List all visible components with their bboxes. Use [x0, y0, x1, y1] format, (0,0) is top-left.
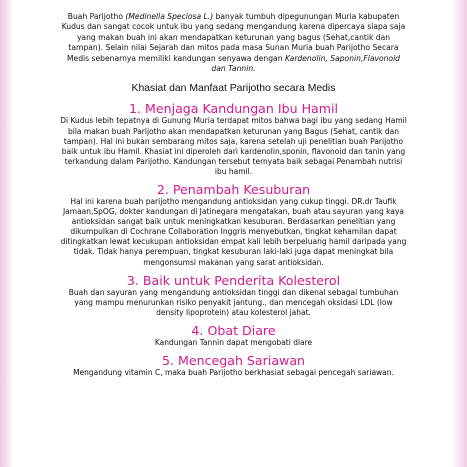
heading-penambah-kesuburan: 2. Penambah Kesuburan	[156, 182, 311, 197]
body-mencegah-sariawan: Mengandung vitamin C, maka buah Parijotho berkhasiat sebagai pencegah sariawan.	[73, 368, 394, 378]
body-obat-diare: Kandungan Tannin dapat mengobati diare	[154, 337, 313, 347]
heading-obat-diare: 4. Obat Diare	[191, 322, 276, 338]
body-penambah-kesuburan: Hal ini karena buah parijotho mengandung antioksidan yang cukup tinggi. DR.dr Taufik Jamaan,SpOG, dokter kandungan di Jatinegara mengatakan, buah atau sayuran yang kaya antioksidan sangat baik untuk meningkatkan kesuburan. Berdasarkan penelitian yang dikumpulkan di Cochrane Collaboration Inggris menyebutkan, tingkat kehamilan dapat ditingkatkan lewat kecukupan antioksidan empat kali lebih berpeluang hamil daripada yang tidak. Tidak hanya perempuan, tingkat kesuburan laki-laki juga dapat meningkat bila mengonsumsi makanan yang sarat antioksidan.	[60, 197, 407, 267]
article-content	[60, 12, 407, 378]
body-menjaga-kandungan: Di Kudus lebih tepatnya di Gunung Muria terdapat mitos bahwa bagi ibu yang sedang Hamil bila makan buah Parijotho akan mendapatkan keturunan yang Bagus (Sehat, cantik dan tampan). Hal ini bukan sembarang mitos saja, karena setelah uji penelitian buah Parijotho baik untuk ibu Hamil. Khasiat ini diperoleh dari kardenolin,sponin, flavonoid dan tanin yang terkandung dalam Parijotho. Kandungan tersebut ternyata baik sebagai Penambah nutrisi ibu hamil.	[60, 116, 407, 176]
heading-menjaga-kandungan: 1. Menjaga Kandungan Ibu Hamil	[128, 101, 339, 117]
heading-kolesterol: 3. Baik untuk Penderita Kolesterol	[126, 272, 341, 288]
right-pink-border	[451, 0, 467, 467]
species-name: (Medinella Speciosa L.)	[125, 12, 214, 21]
intro-text-start: Buah Parijotho	[67, 12, 126, 21]
intro-text-middle: banyak tumbuh dipegunungan Muria kabupaten Kudus dan sangat cocok untuk ibu yang sedang mengandung karena dipercaya siapa saja yang makan buah ini akan mendapatkan keturunan yang bagus (Sehat,cantik dan tampan). Selain nilai Sejarah dan mitos pada masa Sunan Muria buah Parijotho Secara Medis sebenarnya memiliki kandungan senyawa dengan	[61, 12, 406, 63]
khasiat-title: Khasiat dan Manfaat Parijotho secara Medis	[131, 83, 336, 95]
compounds-list: Kardenolin, Saponin,Flavonoid dan Tannin.	[211, 53, 400, 74]
intro-paragraph	[60, 12, 407, 74]
heading-mencegah-sariawan: 5. Mencegah Sariawan	[161, 353, 306, 369]
body-kolesterol: Buah dan sayuran yang mengandung antioksidan tinggi dan dikenal sebagai tumbuhan yang mampu menurunkan risiko penyakit jantung., dan mencegah oksidasi LDL (low density lipoprotein) atau kolesterol jahat.	[68, 287, 399, 317]
left-pink-border	[0, 0, 14, 467]
